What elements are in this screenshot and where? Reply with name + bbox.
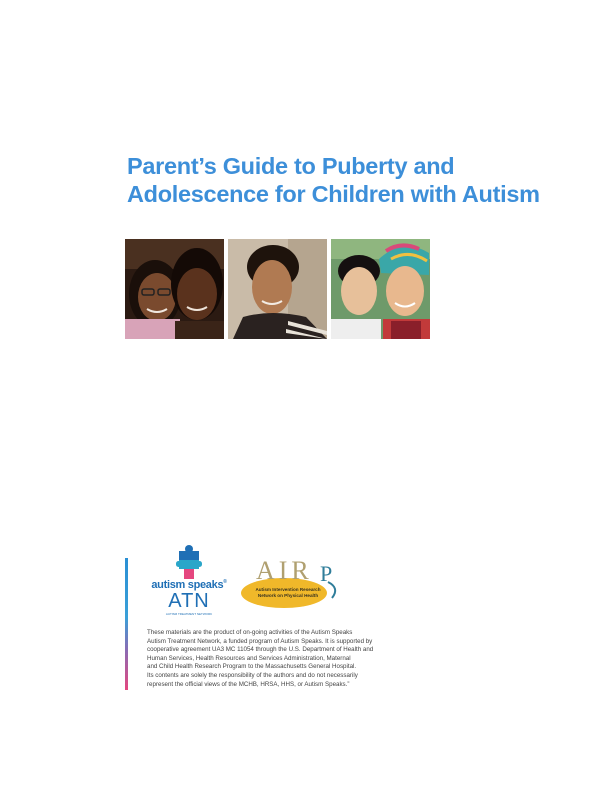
autism-speaks-atn-logo <box>145 545 233 617</box>
mother-and-daughter-photo <box>125 239 224 339</box>
air-p-logo <box>240 556 344 610</box>
disclaimer-line: represent the official views of the MCHB, HRSA, HHS, or Autism Speaks.” <box>147 680 350 688</box>
disclaimer-line: Human Services, Health Resources and Services Administration, Maternal <box>147 654 351 662</box>
atn-acronym: ATN <box>168 590 210 612</box>
disclaimer-line: Its contents are solely the responsibility of the authors and do not necessarily <box>147 671 358 679</box>
teen-boy-photo <box>228 239 327 339</box>
air-letters: AIR <box>256 556 313 585</box>
disclaimer-line: Autism Treatment Network, a funded program of Autism Speaks. It is supported by <box>147 637 373 645</box>
accent-bar <box>125 558 128 690</box>
puzzle-piece-icon <box>176 545 202 579</box>
trademark-mark: ® <box>223 579 227 585</box>
disclaimer-line: These materials are the product of on-going activities of the Autism Speaks <box>147 629 353 636</box>
disclaimer-line: cooperative agreement UA3 MC 11054 through the U.S. Department of Health and <box>147 646 374 654</box>
funding-disclaimer <box>147 629 437 689</box>
atn-subline: AUTISM TREATMENT NETWORK <box>165 612 213 616</box>
air-tagline: Autism Intervention Research Network on Physical Health <box>255 587 321 598</box>
document-title <box>127 152 587 208</box>
title-line-2: Adolescence for Children with Autism <box>127 181 540 207</box>
disclaimer-line: and Child Health Research Program to the Massachusetts General Hospital. <box>147 663 357 671</box>
boy-and-mother-photo <box>331 239 430 339</box>
atn-wordmark: autism speaks® <box>151 579 227 591</box>
title-line-1: Parent’s Guide to Puberty and <box>127 153 455 179</box>
air-trailing-letter: P <box>320 561 333 586</box>
